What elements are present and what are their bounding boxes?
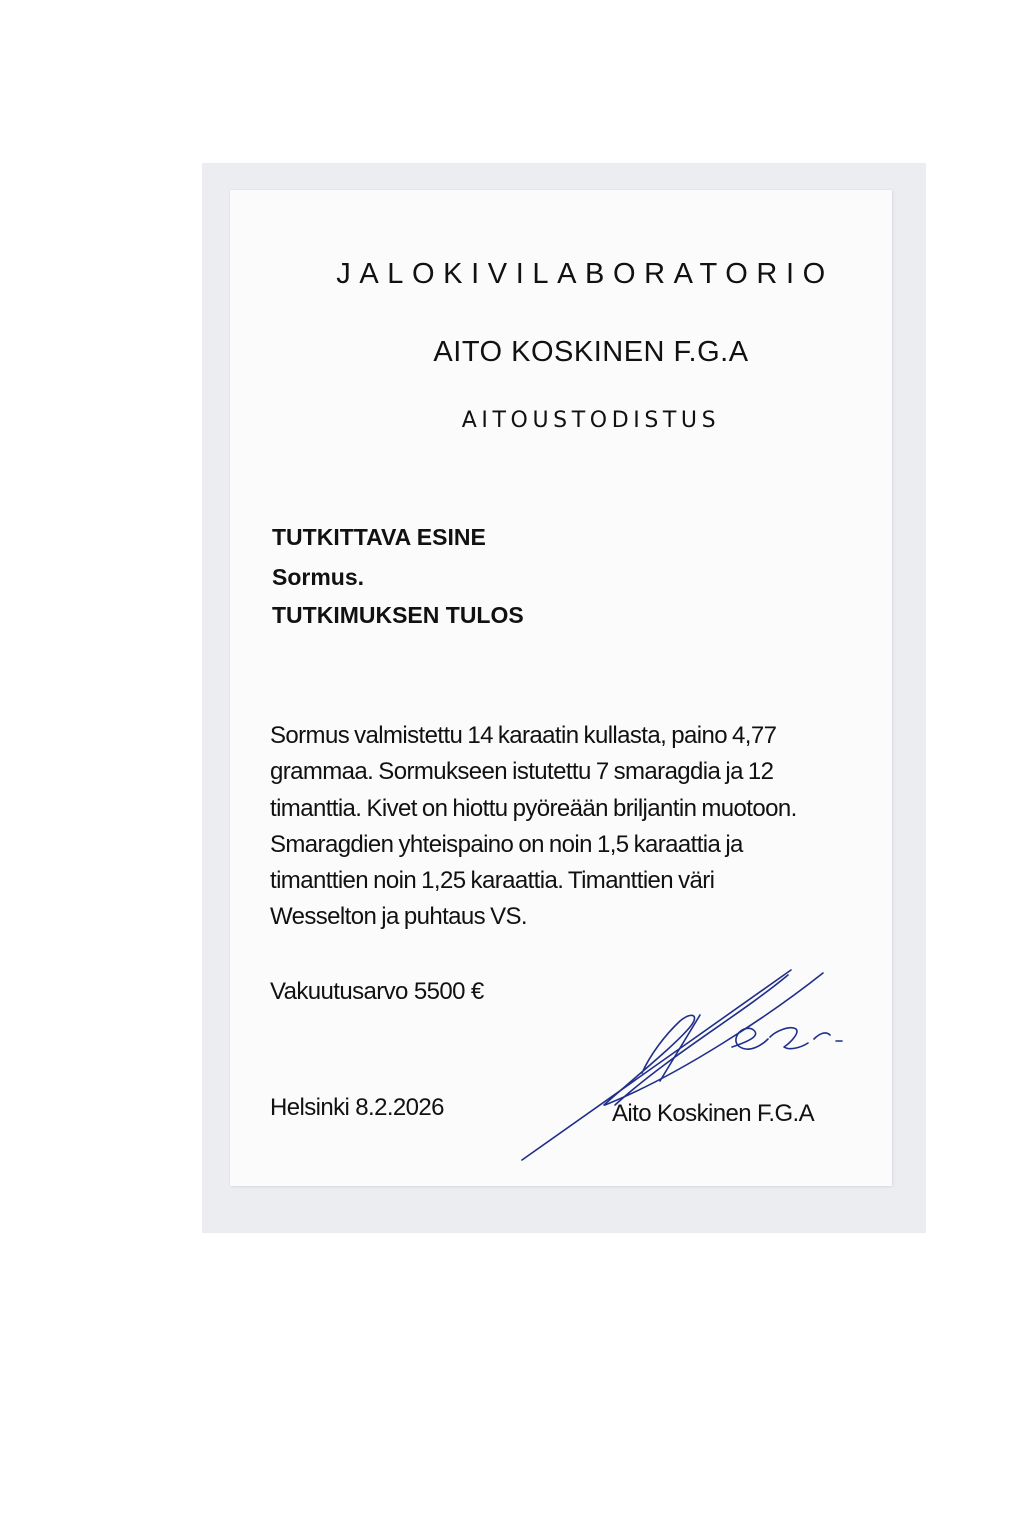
result-line: Smaragdien yhteispaino on noin 1,5 karaattia ja xyxy=(270,830,743,858)
signer-name: Aito Koskinen F.G.A xyxy=(612,1100,815,1127)
lab-owner: AITO KOSKINEN F.G.A xyxy=(433,336,749,368)
result-line: grammaa. Sormukseen istutettu 7 smaragdia ja 12 xyxy=(270,758,774,786)
item-value: Sormus. xyxy=(272,564,365,590)
result-line: Wesselton ja puhtaus VS. xyxy=(270,903,527,931)
result-line: Sormus valmistettu 14 karaatin kullasta, paino 4,77 xyxy=(270,722,777,749)
item-heading: TUTKITTAVA ESINE xyxy=(272,524,486,550)
place-date: Helsinki 8.2.2026 xyxy=(270,1094,444,1121)
result-line: timanttien noin 1,25 karaattia. Timanttien väri xyxy=(270,867,715,895)
document-title: AITOUSTODISTUS xyxy=(461,408,721,433)
insurance-value: Vakuutusarvo 5500 € xyxy=(270,978,484,1005)
result-heading: TUTKIMUKSEN TULOS xyxy=(272,602,524,628)
result-line: timanttia. Kivet on hiottu pyöreään briljantin muotoon. xyxy=(270,794,797,822)
signature xyxy=(500,955,870,1165)
lab-name: JALOKIVILABORATORIO xyxy=(336,258,834,290)
result-paragraph xyxy=(270,718,870,936)
